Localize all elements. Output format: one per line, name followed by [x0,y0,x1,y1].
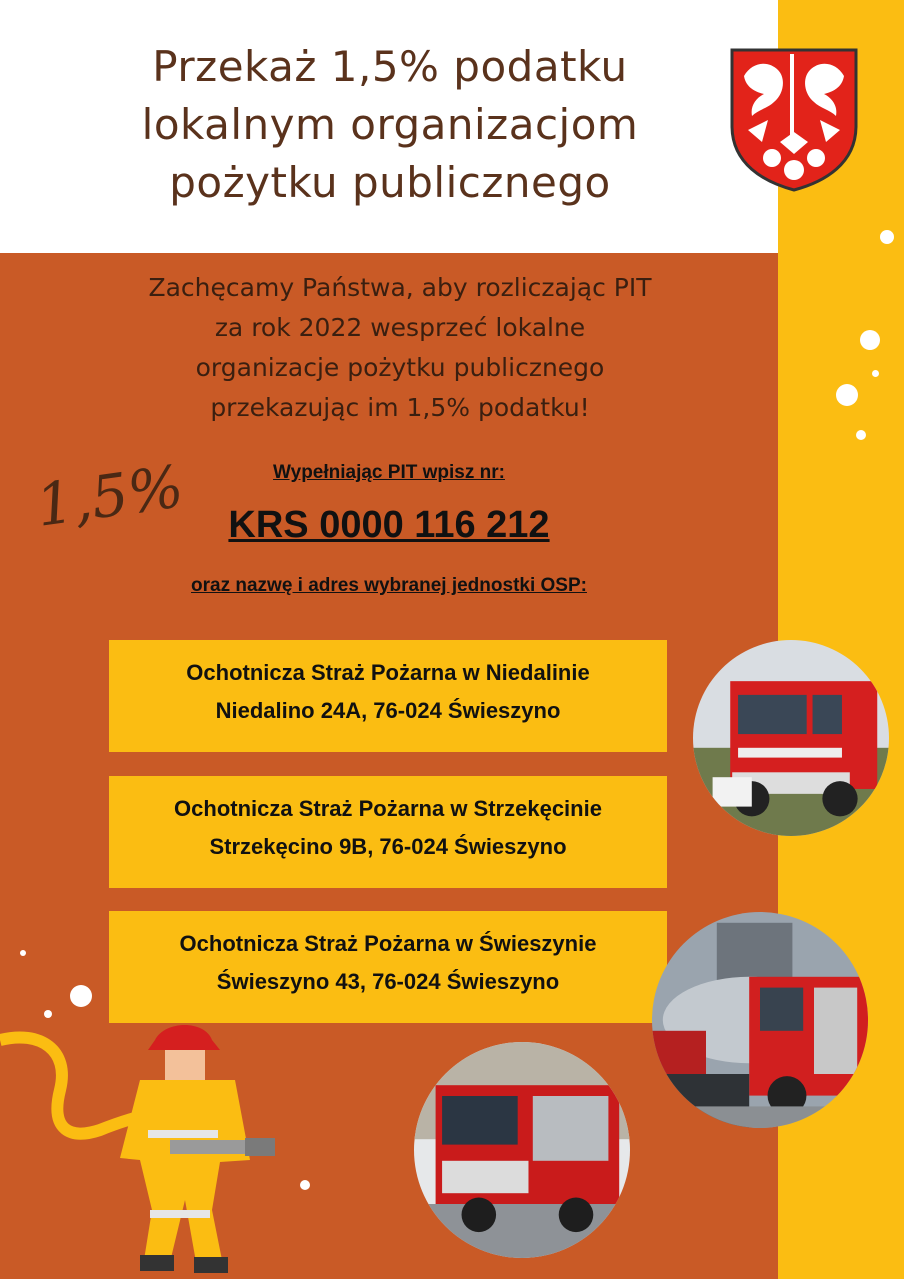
unit-address: Strzekęcino 9B, 76-024 Świeszyno [209,834,567,859]
paint-splatter [880,230,894,244]
title-line-3: pożytku publicznego [169,158,611,207]
intro-line-1: Zachęcamy Państwa, aby rozliczając PIT [148,273,652,302]
title-line-2: lokalnym organizacjom [141,100,639,149]
paint-splatter [872,370,879,377]
unit-address: Świeszyno 43, 76-024 Świeszyno [216,969,560,994]
paint-splatter [44,1010,52,1018]
fire-truck-photo-2 [652,912,868,1128]
paint-splatter [860,330,880,350]
paint-splatter [836,384,858,406]
unit-card-niedalino [109,640,667,752]
unit-name: Ochotnicza Straż Pożarna w Niedalinie [186,660,590,685]
unit-card-swieszyno [109,911,667,1023]
firefighter-illustration [0,1010,360,1279]
fire-truck-photo-1 [693,640,889,836]
instruction-line-2: oraz nazwę i adres wybranej jednostki OSP: [191,575,587,596]
paint-splatter [20,950,26,956]
paint-splatter [300,1180,310,1190]
unit-name: Ochotnicza Straż Pożarna w Strzekęcinie [174,796,602,821]
intro-line-2: za rok 2022 wesprzeć lokalne [214,313,586,342]
unit-address: Niedalino 24A, 76-024 Świeszyno [215,698,561,723]
unit-card-strzekecino [109,776,667,888]
intro-line-4: przekazując im 1,5% podatku! [210,393,590,422]
instruction-line-1: Wypełniając PIT wpisz nr: [273,462,505,483]
fire-truck-photo-3 [414,1042,630,1258]
paint-splatter [856,430,866,440]
page-title [40,38,740,212]
unit-name: Ochotnicza Straż Pożarna w Świeszynie [179,931,597,956]
paint-splatter [70,985,92,1007]
coat-of-arms-icon [728,46,860,192]
title-line-1: Przekaż 1,5% podatku [152,42,628,91]
krs-number: KRS 0000 116 212 [228,504,550,546]
intro-line-3: organizacje pożytku publicznego [195,353,605,382]
intro-text [40,268,760,428]
percentage-badge: 1,5% [31,452,188,540]
